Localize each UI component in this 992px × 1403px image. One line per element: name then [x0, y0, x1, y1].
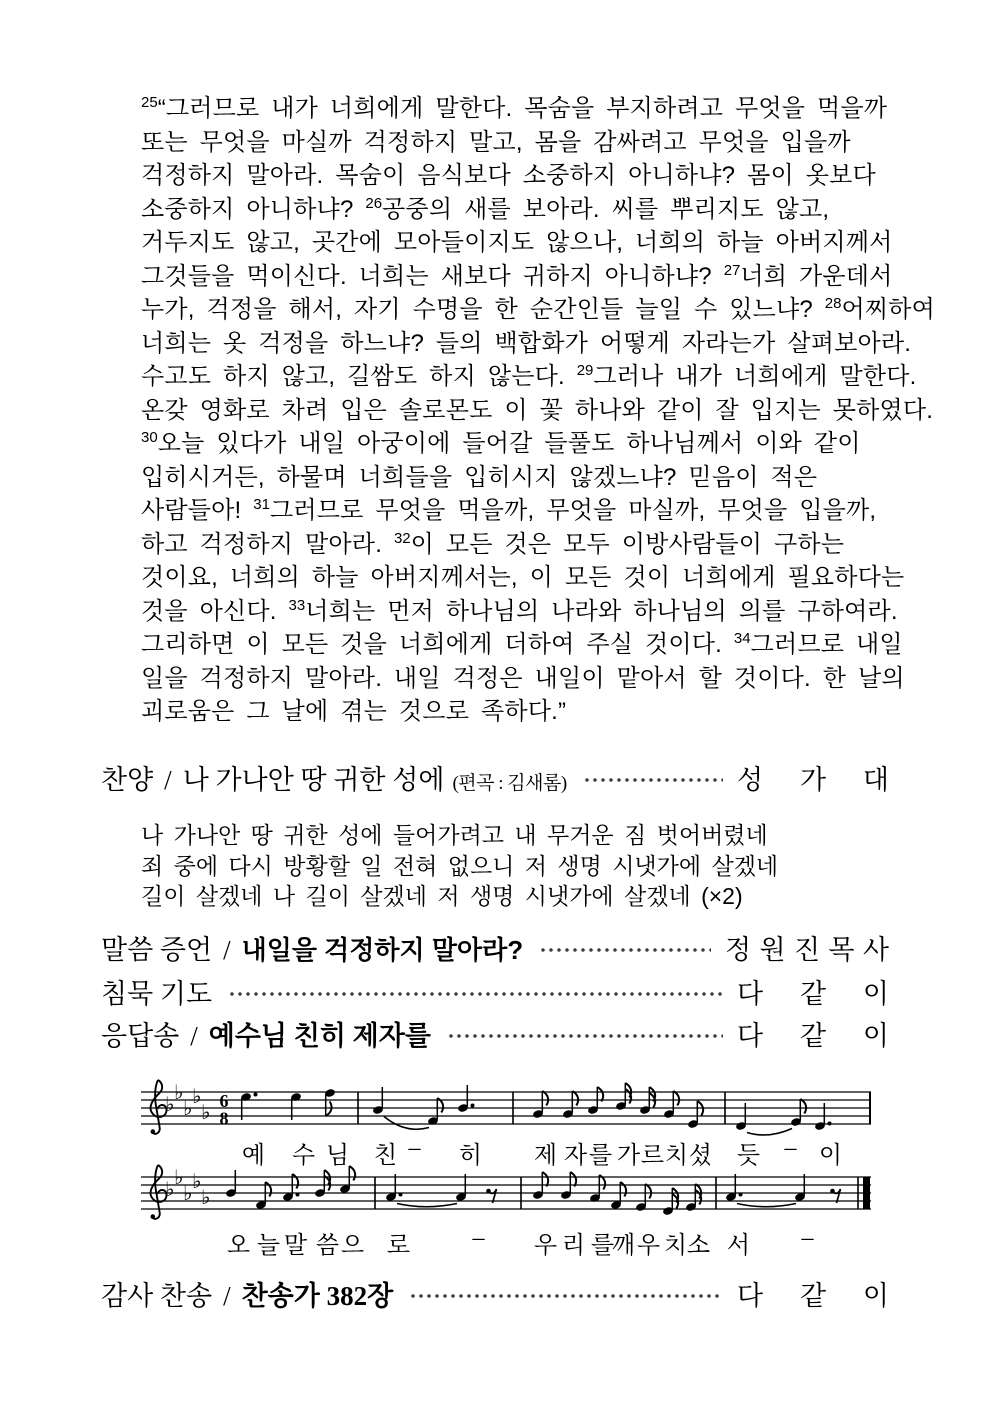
- flat-sign: ♭: [201, 1100, 211, 1124]
- note: [532, 1091, 548, 1119]
- staff-lyric-syllable: 씀: [315, 1233, 340, 1259]
- note: [255, 1182, 271, 1210]
- staff-lyric-syllable: 깨: [611, 1233, 636, 1259]
- tie: [747, 1129, 792, 1135]
- staff-lyric-syllable: 르: [640, 1143, 665, 1169]
- staff-lyric-syllable: 으: [340, 1233, 365, 1259]
- staff-lyric-syllable: –: [784, 1135, 797, 1161]
- note: [427, 1098, 443, 1126]
- staff-lyric-syllable: –: [801, 1225, 814, 1251]
- staff-svg-1: [141, 1078, 886, 1140]
- scripture-passage: $^{25}$“그러므로 내가 너희에게 말한다. 목숨을 부지하려고 무엇을 먹을까 또는 무엇을 마실까 걱정하지 말고, 몸을 감싸려고 무엇을 입을까 걱정하지 말아라. 목숨이 음식보다 소중하지 아니하냐? 몸이 옷보다 소중하지 아니하냐? $^{26}$공중의 새를 보아라. 씨를 뿌리지도 않고, 거두지도 않고, 곳간에 모아들이지도 않으나, 너희의 하늘 아버지께서 그것들을 먹이신다. 너희는 새보다 귀하지 아니하냐? $^{27}$너희 가운데서 누가, 걱정을 해서, 자기 수명을 한 순간인들 늘일 수 있느냐? $^{28}$어찌하여 너희는 옷 걱정을 하느냐? 들의 백합화가 어떻게 자라는가 살펴보아라. 수고도 하지 않고, 길쌈도 하지 않는다. $^{29}$그러나 내가 너희에게 말한다. 온갖 영화로 차려 입은 솔로몬도 이 꽃 하나와 같이 잘 입지는 못하였다. $^{30}$오늘 있다가 내일 아궁이에 들어갈 들풀도 하나님께서 이와 같이 입히시거든, 하물며 너희들을 입히시지 않겠느냐? 믿음이 적은 사람들아! $^{31}$그러므로 무엇을 먹을까, 무엇을 마실까, 무엇을 입을까, 하고 걱정하지 말아라. $^{32}$이 모든 것은 모두 이방사람들이 구하는 것이요, 너희의 하늘 아버지께서는, 이 모든 것이 너희에게 필요하다는 것을 아신다. $^{33}$너희는 먼저 하나님의 나라와 하나님의 의를 구하여라. 그리하면 이 모든 것을 너희에게 더하여 주실 것이다. $^{34}$그러므로 내일 일을 걱정하지 말아라. 내일 걱정은 내일이 맡아서 할 것이다. 한 날의 괴로움은 그 날에 겪는 것으로 족하다.”: [141, 94, 936, 725]
- staff-lyric-syllable: 치: [664, 1143, 689, 1169]
- time-signature-denominator: 8: [219, 1108, 229, 1129]
- thanks-hymn-performer: 다 같 이: [737, 1281, 889, 1311]
- sermon-speaker: 정 원 진 목 사: [725, 935, 889, 965]
- hymn-lyrics: [141, 820, 778, 912]
- note: [587, 1087, 603, 1115]
- staff-lyric-syllable: 소: [686, 1233, 711, 1259]
- staff-lyric-syllable: –: [472, 1225, 485, 1251]
- flat-sign: ♭: [183, 1181, 193, 1205]
- sermon-label: 말씀 증언: [101, 935, 213, 965]
- note: [814, 1103, 831, 1131]
- note: [314, 1170, 330, 1198]
- staff-lyric-syllable: 우: [636, 1233, 661, 1259]
- staff-lyric-syllable: 늘: [256, 1233, 281, 1259]
- final-barline-thick: [863, 1177, 870, 1209]
- sermon-title: 내일을 걱정하지 말아라?: [241, 935, 524, 965]
- dot-leader: [539, 934, 711, 961]
- tie: [397, 1204, 457, 1207]
- dot-leader: [409, 1280, 723, 1307]
- response-song-title: 예수님 친히 제자를: [208, 1021, 431, 1051]
- staff-lyric-syllable: 말: [283, 1233, 308, 1259]
- staff-lyric-syllable: 치: [663, 1233, 688, 1259]
- staff-lyric-syllable: 예: [241, 1143, 266, 1169]
- praise-performer: 성 가 대: [737, 765, 889, 795]
- staff-lyric-syllable: 로: [386, 1233, 411, 1259]
- note: [562, 1091, 578, 1119]
- flat-sign: ♭: [165, 1092, 175, 1116]
- note: [615, 1083, 631, 1111]
- staff-lyric-syllable: 이: [818, 1143, 843, 1169]
- note: [324, 1088, 336, 1116]
- note: [725, 1174, 742, 1202]
- hymn-lyrics-line: 죄 중에 다시 방황할 일 전혀 없으니 저 생명 시냇가에 살겠네: [141, 852, 779, 879]
- silent-prayer-performer: 다 같 이: [737, 979, 889, 1009]
- note: [635, 1184, 651, 1212]
- staff-lyric-syllable: 님: [325, 1143, 350, 1169]
- note: [455, 1174, 467, 1202]
- flat-sign: ♭: [165, 1177, 175, 1201]
- musical-score-staff-2: [141, 1163, 886, 1263]
- staff-lyric-syllable: 히: [458, 1143, 483, 1169]
- staff-lyric-syllable: 를: [588, 1143, 613, 1169]
- praise-title: 나 가나안 땅 귀한 성에: [182, 765, 445, 795]
- staff-lyric-syllable: 우: [533, 1233, 558, 1259]
- hymn-lyrics-line: 길이 살겠네 나 길이 살겠네 저 생명 시냇가에 살겠네 (×2): [141, 883, 743, 909]
- separator-slash: /: [164, 765, 172, 795]
- staff-lyric-syllable: 오: [226, 1233, 251, 1259]
- thanks-hymn-label: 감사 찬송: [101, 1281, 213, 1311]
- response-song-performer: 다 같 이: [737, 1021, 889, 1051]
- service-line-sermon: [101, 928, 889, 967]
- note: [457, 1085, 474, 1113]
- staff-lyric-syllable: 리: [561, 1233, 586, 1259]
- flat-sign: ♭: [174, 1080, 184, 1104]
- dot-leader: [583, 764, 723, 791]
- flat-sign: ♭: [174, 1165, 184, 1189]
- dot-leader: [447, 1020, 723, 1047]
- service-line-silent-prayer: [101, 972, 889, 1011]
- staff-lyric-syllable: 셨: [688, 1143, 713, 1169]
- time-signature-numerator: 6: [219, 1091, 229, 1111]
- separator-slash: /: [223, 1281, 231, 1311]
- service-line-thanks-hymn: [101, 1274, 889, 1313]
- response-song-label: 응답송: [101, 1021, 180, 1051]
- praise-label: 찬양: [101, 765, 154, 795]
- note: [687, 1101, 703, 1129]
- note: [794, 1174, 806, 1202]
- note: [385, 1174, 402, 1202]
- staff-lyric-syllable: 를: [590, 1233, 615, 1259]
- tie: [384, 1117, 429, 1130]
- silent-prayer-label: 침묵 기도: [101, 979, 213, 1009]
- note: [560, 1172, 576, 1200]
- note: [790, 1099, 806, 1127]
- flat-sign: ♭: [201, 1185, 211, 1209]
- note: [685, 1184, 701, 1212]
- note: [589, 1175, 605, 1203]
- note: [225, 1170, 237, 1198]
- flat-sign: ♭: [192, 1084, 202, 1108]
- staff-lyric-syllable: –: [408, 1135, 421, 1161]
- flat-sign: ♭: [192, 1169, 202, 1193]
- staff-lyric-syllable: 듯: [736, 1143, 761, 1169]
- separator-slash: /: [223, 935, 231, 965]
- hymn-lyrics-line: 나 가나안 땅 귀한 성에 들어가려고 내 무거운 짐 벗어버렸네: [141, 822, 768, 848]
- tie: [737, 1204, 796, 1207]
- note: [662, 1188, 678, 1216]
- staff-lyric-syllable: 제: [533, 1143, 558, 1169]
- note: [639, 1087, 655, 1115]
- note: [735, 1103, 747, 1131]
- staff-lyric-syllable: 서: [726, 1233, 751, 1259]
- dot-leader: [228, 978, 723, 1005]
- flat-sign: ♭: [183, 1096, 193, 1120]
- staff-lyric-syllable: 수: [291, 1143, 316, 1169]
- note: [339, 1166, 355, 1194]
- note: [610, 1182, 626, 1210]
- staff-lyric-syllable: 자: [563, 1143, 588, 1169]
- service-line-praise: [101, 758, 889, 797]
- staff-lyric-syllable: 가: [616, 1143, 641, 1169]
- staff-svg-2: [141, 1163, 886, 1225]
- note: [282, 1174, 299, 1202]
- praise-arranger: (편곡 : 김새롬): [452, 773, 567, 794]
- staff-lyric-syllable: 친: [373, 1143, 398, 1169]
- separator-slash: /: [190, 1021, 198, 1051]
- note: [663, 1091, 679, 1119]
- service-line-response-song: [101, 1014, 889, 1053]
- note: [532, 1172, 548, 1200]
- note: [372, 1087, 384, 1115]
- thanks-hymn-title: 찬송가 382장: [241, 1281, 394, 1311]
